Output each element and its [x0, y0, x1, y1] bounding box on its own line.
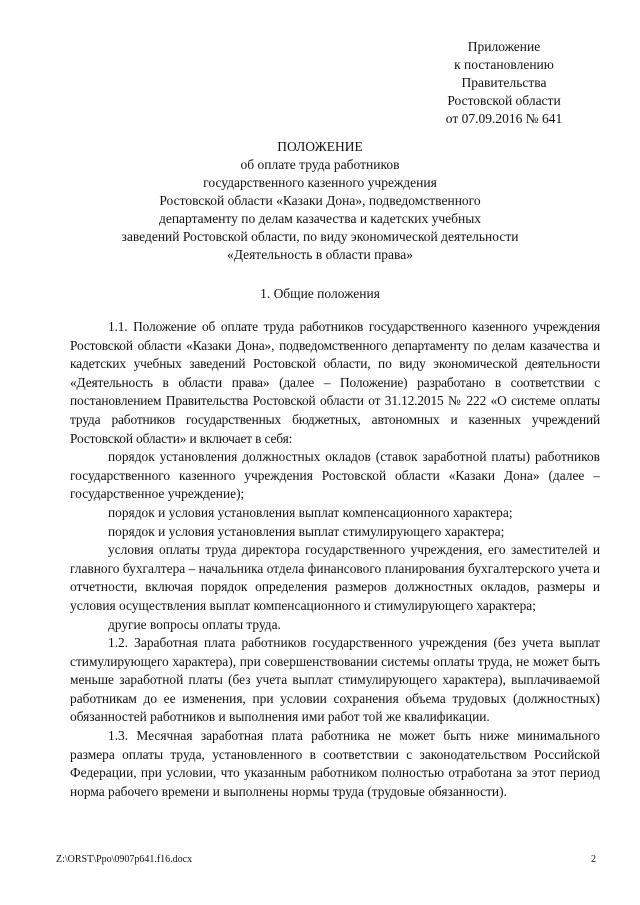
- document-subtitle-line: государственного казенного учреждения: [203, 175, 437, 190]
- appendix-line: Приложение: [467, 39, 541, 54]
- list-item-paragraph: условия оплаты труда директора государственного учреждения, его заместителей и главного бухгалтера – начальника отдела финансового планирования бухгалтерского учета и отчетности, включая порядок определения размеров должностных окладов, размеры и условия осуществления выплат компенсационного и стимулирующего характера;: [70, 542, 600, 613]
- appendix-line: к постановлению: [454, 57, 554, 72]
- list-item-paragraph: порядок и условия установления выплат стимулирующего характера;: [108, 523, 505, 539]
- document-subtitle-line: департаменту по делам казачества и кадетских учебных: [158, 211, 482, 226]
- page-number: 2: [591, 854, 596, 865]
- document-body: [70, 318, 600, 801]
- list-item-paragraph: другие вопросы оплаты труда.: [108, 616, 281, 632]
- appendix-line: Ростовской области: [447, 93, 561, 108]
- document-title-block: [70, 138, 570, 264]
- document-subtitle-line: об оплате труда работников: [240, 157, 400, 172]
- footer-file-path: Z:\ORST\Ppo\0907p641.f16.docx: [56, 854, 193, 865]
- appendix-block: [400, 38, 608, 128]
- document-subtitle-line: заведений Ростовской области, по виду экономической деятельности: [121, 229, 519, 244]
- paragraph-1-1: 1.1. Положение об оплате труда работников государственного казенного учреждения Ростовской области «Казаки Дона», подведомственного департаменту по делам казачества и кадетских учебных заведений Ростовской области, по виду экономической деятельности «Деятельность в области права» (далее – Положение) разработано в соответствии с постановлением Правительства Ростовской области от 31.12.2015 № 222 «О системе оплаты труда работников государственных бюджетных, автономных и казенных учреждений Ростовской области» и включает в себя:: [70, 319, 600, 446]
- appendix-line: Правительства: [461, 75, 547, 90]
- paragraph-1-2: 1.2. Заработная плата работников государственного учреждения (без учета выплат стимулирующего характера), при совершенствовании системы оплаты труда, не может быть меньше заработной платы (без учета выплат стимулирующего характера), выплачиваемой работникам до ее изменения, при условии сохранения объема трудовых (должностных) обязанностей работников и выполнения ими работ той же квалификации.: [70, 635, 600, 725]
- list-item-paragraph: порядок установления должностных окладов (ставок заработной платы) работников государственного казенного учреждения Ростовской области «Казаки Дона» (далее – государственное учреждение);: [70, 449, 600, 502]
- list-item-paragraph: порядок и условия установления выплат компенсационного характера;: [108, 504, 513, 520]
- appendix-date-line: от 07.09.2016 № 641: [445, 111, 563, 126]
- document-subtitle-line: «Деятельность в области права»: [226, 247, 413, 262]
- document-subtitle-line: Ростовской области «Казаки Дона», подведомственного: [159, 193, 481, 208]
- document-title: ПОЛОЖЕНИЕ: [277, 139, 363, 154]
- section-heading: 1. Общие положения: [260, 286, 380, 301]
- paragraph-1-3: 1.3. Месячная заработная плата работника не может быть ниже минимального размера оплаты труда, установленного в соответствии с законодательством Российской Федерации, при условии, что указанным работником полностью отработана за этот период норма рабочего времени и выполнены нормы труда (трудовые обязанности).: [70, 728, 600, 799]
